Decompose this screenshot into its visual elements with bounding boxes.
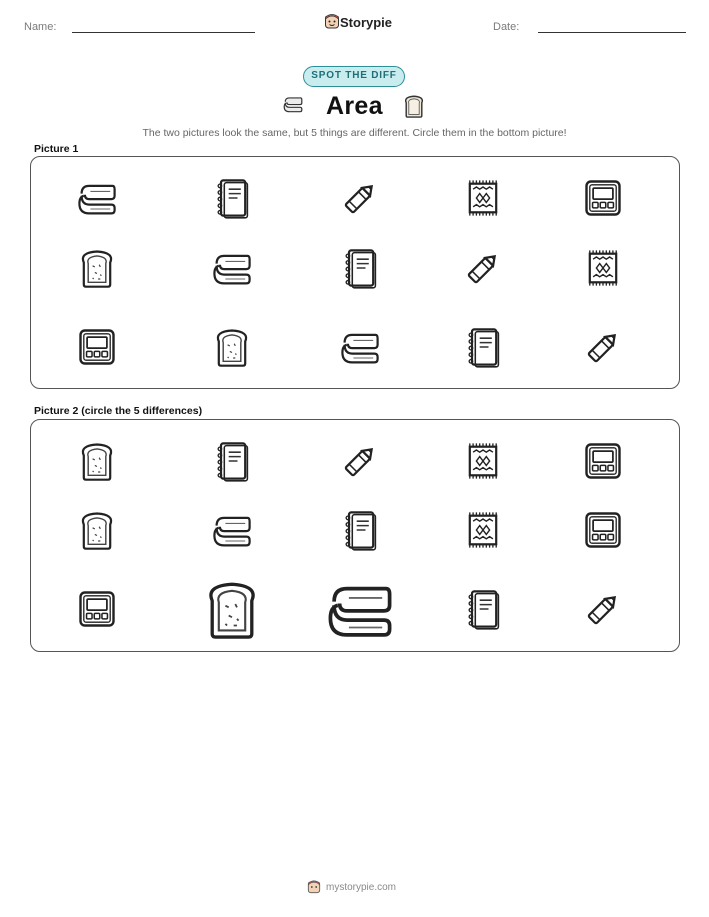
picture1-toast-icon	[75, 246, 119, 290]
page-title: Area	[326, 92, 383, 120]
picture1-rug-icon	[461, 176, 505, 220]
brand-name: Storypie	[340, 15, 393, 30]
spot-the-diff-badge: SPOT THE DIFF	[303, 66, 405, 87]
picture1-towel-icon	[338, 325, 382, 369]
picture1-toast-icon	[210, 325, 254, 369]
picture1-towel-icon	[75, 176, 119, 220]
picture2-notebook-icon[interactable]	[338, 508, 382, 552]
picture1-timer-icon	[75, 325, 119, 369]
picture2-towel-icon[interactable]	[210, 508, 254, 552]
picture2-label: Picture 2 (circle the 5 differences)	[34, 405, 203, 417]
storypie-logo-icon	[324, 13, 340, 30]
picture1-notebook-icon	[210, 176, 254, 220]
picture2-toast-icon[interactable]	[75, 508, 119, 552]
picture2-towel-icon[interactable]	[323, 572, 397, 646]
picture1-crayon-icon	[338, 176, 382, 220]
picture2-toast-icon[interactable]	[199, 576, 265, 642]
picture1-towel-icon	[210, 246, 254, 290]
picture2-notebook-icon[interactable]	[210, 439, 254, 483]
picture1-notebook-icon	[338, 246, 382, 290]
picture2-rug-icon[interactable]	[461, 439, 505, 483]
picture2-timer-icon[interactable]	[75, 587, 119, 631]
date-field[interactable]	[538, 32, 686, 33]
picture1-timer-icon	[581, 176, 625, 220]
title-toast-icon	[401, 93, 427, 119]
name-field[interactable]	[72, 32, 255, 33]
footer-site: mystorypie.com	[326, 882, 397, 893]
title-towel-icon	[279, 93, 307, 115]
picture1-crayon-icon	[461, 246, 505, 290]
picture2-toast-icon[interactable]	[75, 439, 119, 483]
picture1-label: Picture 1	[34, 143, 79, 155]
picture2-crayon-icon[interactable]	[338, 439, 382, 483]
picture2-notebook-icon[interactable]	[461, 587, 505, 631]
picture2-timer-icon[interactable]	[581, 439, 625, 483]
picture2-crayon-icon[interactable]	[581, 587, 625, 631]
name-label: Name:	[24, 21, 57, 33]
picture2-rug-icon[interactable]	[461, 508, 505, 552]
picture1-rug-icon	[581, 246, 625, 290]
picture1-crayon-icon	[581, 325, 625, 369]
picture1-notebook-icon	[461, 325, 505, 369]
picture2-timer-icon[interactable]	[581, 508, 625, 552]
footer-logo-icon	[307, 879, 321, 895]
date-label: Date:	[493, 21, 520, 33]
instructions: The two pictures look the same, but 5 things are different. Circle them in the bottom picture!	[142, 127, 567, 139]
